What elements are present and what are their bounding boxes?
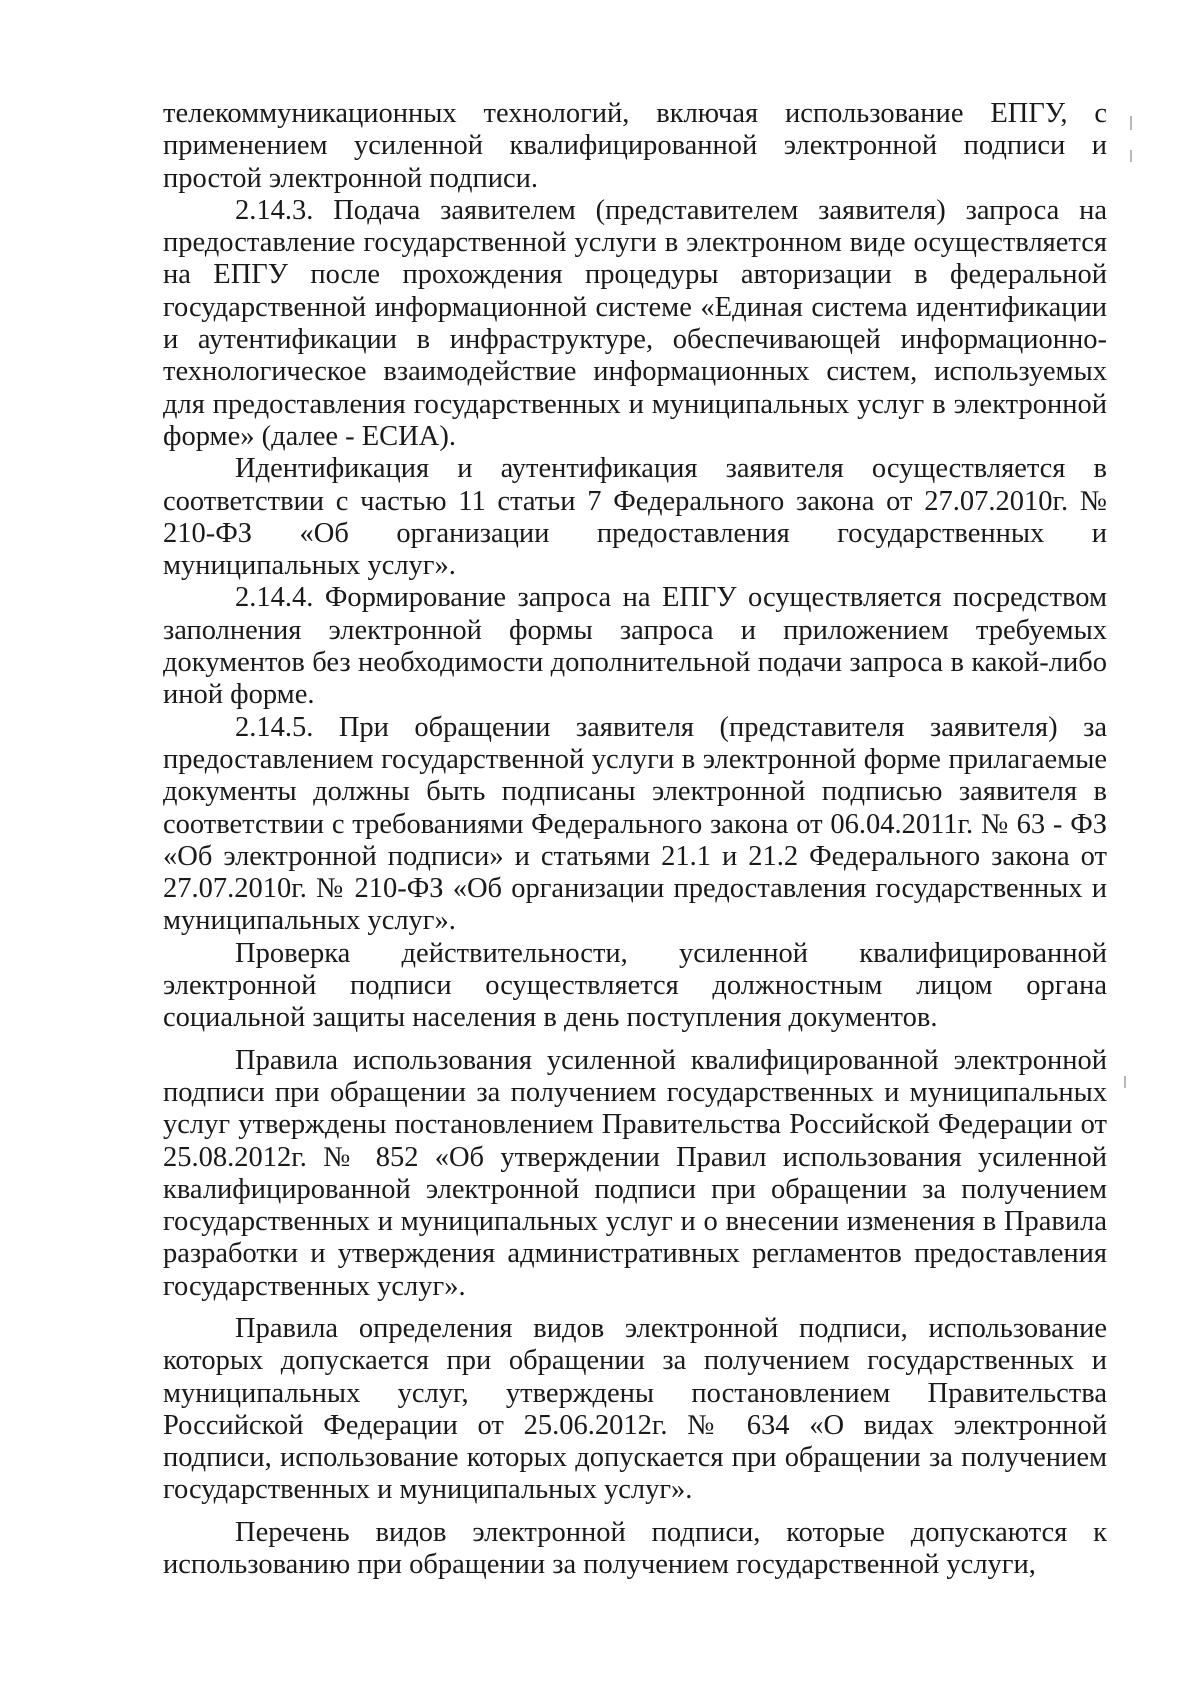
scan-artifact — [1130, 116, 1132, 130]
paragraph-rules-usage: Правила использования усиленной квалифицированной электронной подписи при обращении за получением государственных и муниципальных услуг утверждены постановлением Правительства Российской Федерации от 25.08.2012г. № 852 «Об утверждении Правил использования усиленной квалифицированной электронной подписи при обращении за получением государственных и муниципальных услуг и о внесении изменения в Правила разработки и утверждения административных регламентов предоставления государственных услуг». — [163, 1044, 1107, 1302]
paragraph-rules-types: Правила определения видов электронной подписи, использование которых допускается при обращении за получением государственных и муниципальных услуг, утверждены постановлением Правительства Российской Федерации от 25.06.2012г. № 634 «О видах электронной подписи, использование которых допускается при обращении за получением государственных и муниципальных услуг». — [163, 1312, 1107, 1506]
paragraph-continuation: телекоммуникационных технологий, включая использование ЕПГУ, с применением усиленной квалифицированной электронной подписи и простой электронной подписи. — [163, 98, 1107, 194]
scan-artifact — [1130, 150, 1132, 162]
paragraph-2-14-5: 2.14.5. При обращении заявителя (представителя заявителя) за предоставлением государственной услуги в электронной форме прилагаемые документы должны быть подписаны электронной подписью заявителя в соответствии с требованиями Федерального закона от 06.04.2011г. № 63 - ФЗ «Об электронной подписи» и статьями 21.1 и 21.2 Федерального закона от 27.07.2010г. № 210-ФЗ «Об организации предоставления государственных и муниципальных услуг». — [163, 711, 1107, 937]
document-body — [163, 98, 1107, 1581]
paragraph-signature-check: Проверка действительности, усиленной квалифицированной электронной подписи осуществляется должностным лицом органа социальной защиты населения в день поступления документов. — [163, 937, 1107, 1034]
paragraph-2-14-3: 2.14.3. Подача заявителем (представителем заявителя) запроса на предоставление государственной услуги в электронном виде осуществляется на ЕПГУ после прохождения процедуры авторизации в федеральной государственной информационной системе «Единая система идентификации и аутентификации в инфраструктуре, обеспечивающей информационно-технологическое взаимодействие информационных систем, используемых для предоставления государственных и муниципальных услуг в электронной форме» (далее - ЕСИА). — [163, 194, 1107, 452]
scan-artifact — [1124, 1076, 1126, 1088]
paragraph-identification: Идентификация и аутентификация заявителя осуществляется в соответствии с частью 11 статьи 7 Федерального закона от 27.07.2010г. № 210-ФЗ «Об организации предоставления государственных и муниципальных услуг». — [163, 453, 1107, 582]
paragraph-2-14-4: 2.14.4. Формирование запроса на ЕПГУ осуществляется посредством заполнения электронной формы запроса и приложением требуемых документов без необходимости дополнительной подачи запроса в какой-либо иной форме. — [163, 582, 1107, 711]
paragraph-list-of-types: Перечень видов электронной подписи, которые допускаются к использованию при обращении за получением государственной услуги, — [163, 1516, 1107, 1581]
